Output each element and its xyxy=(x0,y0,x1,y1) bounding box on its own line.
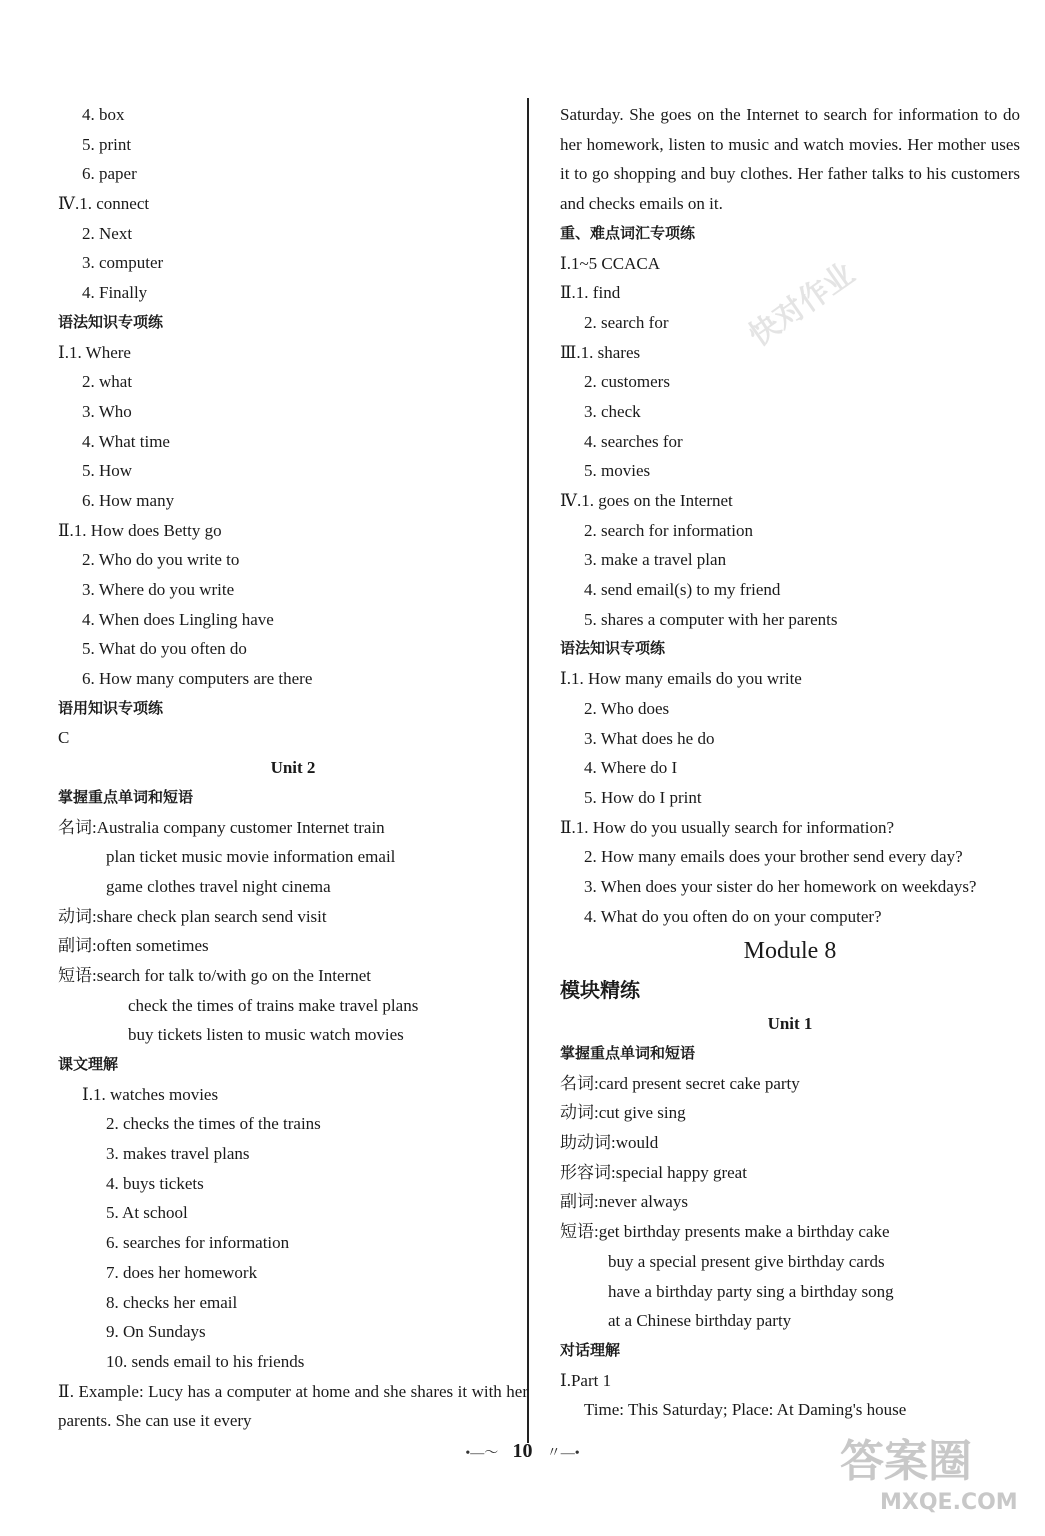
left-column-line: 5. What do you often do xyxy=(82,639,247,659)
left-column-line: Ⅱ.1. How does Betty go xyxy=(58,520,222,540)
left-column-line: 3. makes travel plans xyxy=(106,1144,250,1164)
left-column-line: 短语:search for talk to/with go on the Internet xyxy=(58,965,371,985)
right-column-line: 重、难点词汇专项练 xyxy=(560,223,696,242)
left-column-line: 掌握重点单词和短语 xyxy=(58,787,194,806)
right-column-line: 助动词:would xyxy=(560,1133,659,1153)
right-column-line: 4. send email(s) to my friend xyxy=(584,580,781,600)
left-column-line: 语用知识专项练 xyxy=(58,698,164,717)
left-column-line: C xyxy=(58,728,70,748)
left-column xyxy=(58,100,528,1436)
left-column-line: 9. On Sundays xyxy=(106,1322,206,1342)
right-column-line: 4. What do you often do on your computer? xyxy=(584,906,882,926)
right-column-line: 2. search for information xyxy=(584,520,753,540)
right-column-line: 5. How do I print xyxy=(584,787,702,807)
page-number: 10 xyxy=(512,1440,533,1462)
right-column-line: Ⅰ.1. How many emails do you write xyxy=(560,669,802,689)
right-column-line: 3. make a travel plan xyxy=(584,550,727,570)
left-column-line: 6. How many xyxy=(82,490,175,510)
left-column-line: 5. How xyxy=(82,461,133,481)
right-column-line: Ⅱ.1. How do you usually search for information? xyxy=(560,817,895,837)
left-column-line: 动词:share check plan search send visit xyxy=(58,906,327,926)
left-column-line: 2. checks the times of the trains xyxy=(106,1114,321,1134)
stamp-watermark: 快对作业 xyxy=(742,256,862,354)
left-column-line: 6. searches for information xyxy=(106,1233,290,1253)
right-column-line: 5. movies xyxy=(584,461,651,481)
left-column-line: Ⅰ.1. Where xyxy=(58,342,131,362)
right-column-line: Ⅱ.1. find xyxy=(560,283,621,303)
left-column-line: 6. How many computers are there xyxy=(82,669,313,689)
left-column-line: 2. Who do you write to xyxy=(82,550,240,570)
left-column-line: 5. At school xyxy=(106,1203,188,1223)
right-column-line: 2. Who does xyxy=(584,698,670,718)
left-column-line: 6. paper xyxy=(82,164,137,184)
left-column-line: game clothes travel night cinema xyxy=(106,876,331,896)
right-column-line: have a birthday party sing a birthday song xyxy=(608,1281,894,1301)
left-column-line: 3. Who xyxy=(82,401,132,421)
left-column-line: 名词:Australia company customer Internet train xyxy=(58,817,385,837)
left-column-line: 4. What time xyxy=(82,431,170,451)
site-watermark-url: MXQE.COM xyxy=(880,1490,1018,1515)
left-column-line: 4. Finally xyxy=(82,283,148,303)
left-example-paragraph: Ⅱ. Example: Lucy has a computer at home and she shares it with her parents. She can use it every xyxy=(58,1381,528,1431)
right-example-paragraph: Saturday. She goes on the Internet to search for information to do her homework, listen to music and watch movies. Her mother uses it to go shopping and buy clothes. Her father talks to his customers and checks emails on it. xyxy=(560,105,1020,214)
footer-ornament-right: 〃—• xyxy=(546,1446,580,1461)
left-column-line: plan ticket music movie information email xyxy=(106,847,396,867)
left-column-line: 3. computer xyxy=(82,253,164,273)
left-column-line: Ⅰ.1. watches movies xyxy=(82,1084,219,1104)
right-column-line: 4. searches for xyxy=(584,431,683,451)
left-column-line: 课文理解 xyxy=(58,1055,119,1073)
left-column-line: 2. Next xyxy=(82,223,133,243)
right-column-line: 2. customers xyxy=(584,372,670,392)
left-column-line: 语法知识专项练 xyxy=(58,312,164,331)
right-column-line: Ⅲ.1. shares xyxy=(560,342,641,362)
right-column-line: at a Chinese birthday party xyxy=(608,1311,792,1331)
left-column-line: 4. buys tickets xyxy=(106,1173,204,1193)
right-column-line: 动词:cut give sing xyxy=(560,1103,686,1123)
right-column-line: 3. When does your sister do her homework on weekdays? xyxy=(584,876,977,896)
right-column-line: 2. search for xyxy=(584,312,669,332)
left-column-line: Ⅳ.1. connect xyxy=(58,194,150,214)
left-column-line: 5. print xyxy=(82,134,132,154)
left-column-line: buy tickets listen to music watch movies xyxy=(128,1025,404,1045)
left-column-line: 3. Where do you write xyxy=(82,580,235,599)
footer-ornament-left: •—〜 xyxy=(465,1446,499,1461)
right-column-line: 名词:card present secret cake party xyxy=(560,1073,800,1093)
left-column-line: 8. checks her email xyxy=(106,1292,238,1312)
left-column-line: 7. does her homework xyxy=(106,1262,258,1282)
site-watermark: 答案圈 xyxy=(840,1436,972,1487)
right-column-line: 短语:get birthday presents make a birthday cake xyxy=(560,1222,890,1242)
right-column-line: 3. What does he do xyxy=(584,728,715,748)
right-column-line: 5. shares a computer with her parents xyxy=(584,609,838,629)
right-column-line: 模块精练 xyxy=(560,978,640,1003)
right-column-line: 语法知识专项练 xyxy=(560,639,666,658)
right-column-line: 形容词:special happy great xyxy=(560,1162,747,1182)
left-column-line: 4. When does Lingling have xyxy=(82,609,274,629)
right-column-line: Unit 1 xyxy=(767,1014,813,1034)
left-column-line: 4. box xyxy=(82,105,125,124)
right-column-line: Time: This Saturday; Place: At Daming's house xyxy=(584,1400,907,1420)
right-column-line: Ⅰ.Part 1 xyxy=(560,1370,612,1390)
left-column-line: Unit 2 xyxy=(270,758,316,778)
right-column-line: 2. How many emails does your brother send every day? xyxy=(584,847,963,867)
left-column-line: check the times of trains make travel plans xyxy=(128,995,419,1015)
right-column-line: buy a special present give birthday cards xyxy=(608,1251,885,1271)
right-column-line: 副词:never always xyxy=(560,1192,688,1212)
left-column-line: 2. what xyxy=(82,372,133,392)
right-column-line: 掌握重点单词和短语 xyxy=(560,1044,696,1062)
right-column-line: 对话理解 xyxy=(560,1340,621,1359)
left-column-line: 10. sends email to his friends xyxy=(106,1351,305,1371)
right-column-line: Ⅰ.1~5 CCACA xyxy=(560,253,660,273)
right-column-line: Ⅳ.1. goes on the Internet xyxy=(560,491,733,510)
right-column-line: 4. Where do I xyxy=(584,758,678,778)
left-column-line: 副词:often sometimes xyxy=(58,936,209,956)
right-column-line: Module 8 xyxy=(743,938,837,965)
right-column-line: 3. check xyxy=(584,401,641,421)
